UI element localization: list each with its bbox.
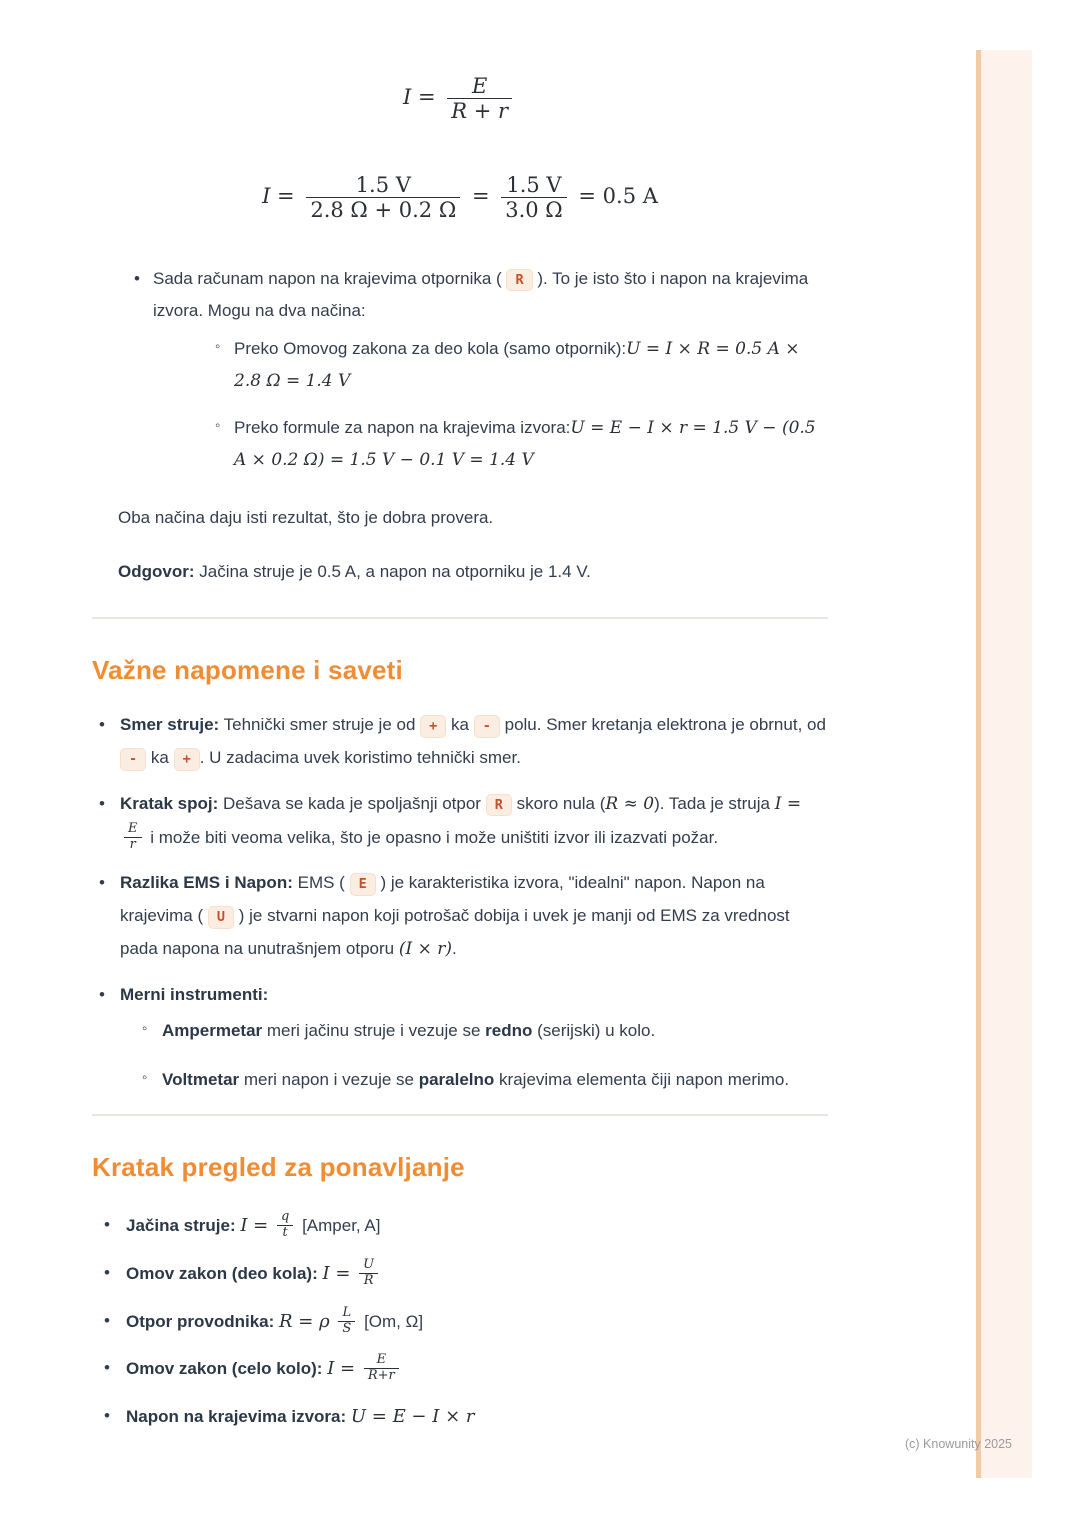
review-item-omov-celo-kolo [92, 1350, 828, 1388]
instruments-sub-list [120, 1015, 828, 1096]
sub-list-item-voltmetar [120, 1064, 828, 1096]
section-divider [92, 617, 828, 619]
inline-code-badge-plus: + [174, 748, 200, 771]
inline-code-badge-plus: + [420, 715, 446, 738]
text: ) je stvarni napon koji potrošač dobija i uvek je manji od EMS za vrednost pada napona na unutrašnjem otporu [120, 905, 790, 959]
answer-paragraph [118, 556, 828, 587]
review-item-omov-deo-kola [92, 1255, 828, 1293]
formula-lhs: I = [262, 184, 295, 209]
text: meri napon i vezuje se [243, 1069, 414, 1089]
fraction: $\frac{U}{R}$ [359, 1258, 378, 1289]
section-heading-review: Kratak pregled za ponavljanje [92, 1151, 465, 1182]
term: redno [485, 1021, 533, 1041]
text: . U zadacima uvek koristimo tehnički smer. [199, 748, 521, 768]
review-item-jacina-struje [92, 1207, 828, 1245]
fraction: $\frac{1.5 V}{3.0 \Omega}$ [501, 173, 566, 222]
list-item-merni-instrumenti [92, 978, 828, 1096]
text: Dešava se kada je spoljašnji otpor [222, 793, 481, 813]
item-label: Jačina struje: [126, 1215, 236, 1235]
section-heading-notes: Važne napomene i saveti [92, 655, 403, 686]
answer-text: Jačina struje je 0.5 A, a napon na otporniku je 1.4 V. [199, 561, 591, 581]
text: Tehnički smer struje je od [223, 715, 416, 735]
text: Sada računam napon na krajevima otpornika ( [153, 268, 502, 288]
sub-list-item [153, 412, 828, 477]
answer-label: Odgovor: [118, 561, 195, 581]
list-item-razlika-ems-napon [92, 866, 828, 966]
fraction: $\frac{L}{S}$ [338, 1306, 355, 1337]
equals-sign: = [471, 184, 490, 209]
formula-ohm-full-circuit [92, 74, 828, 123]
text: krajevima elementa čiji napon merimo. [499, 1069, 790, 1089]
inline-equation: U = E − I × r = 1.5 V − (0.5 A × 0.2 Ω) = 1.5 V − 0.1 V = 1.4 V [234, 417, 816, 471]
solution-section [92, 263, 828, 588]
inline-equation: U = I × R = 0.5 A × 2.8 Ω = 1.4 V [234, 339, 800, 392]
text: ). To je isto što i napon na krajevima izvora. Mogu na dva načina: [153, 268, 809, 320]
inline-code-badge-r: R [506, 269, 532, 292]
item-label: Smer struje: [120, 715, 220, 735]
fraction: $\frac{q}{t}$ [277, 1210, 293, 1241]
text: polu. Smer kretanja elektrona je obrnut, od [504, 715, 826, 735]
inline-equation: R ≈ 0 [605, 793, 655, 814]
inline-code-badge-r: R [486, 794, 512, 817]
item-label: Otpor provodnika: [126, 1311, 275, 1331]
list-item [92, 263, 828, 477]
review-item-otpor-provodnika [92, 1303, 828, 1341]
term: Ampermetar [162, 1021, 263, 1041]
list-item-kratak-spoj [92, 787, 828, 854]
text: (serijski) u kolo. [537, 1021, 656, 1041]
inline-equation: R = ρ [279, 1310, 330, 1332]
item-label: Merni instrumenti: [120, 985, 269, 1005]
section-divider [92, 1114, 828, 1116]
item-label: Razlika EMS i Napon: [120, 872, 293, 892]
inline-code-badge-minus: - [120, 748, 146, 771]
inline-equation: I = [327, 1358, 356, 1380]
fraction: $\frac{E}{R + r}$ [447, 74, 512, 123]
review-list [92, 1207, 828, 1436]
inline-code-badge-u: U [208, 906, 234, 929]
notes-list [92, 708, 828, 1096]
solution-list [92, 263, 828, 477]
list-item-smer-struje [92, 708, 828, 774]
text: meri jačinu struje i vezuje se [266, 1021, 481, 1041]
text: ) je karakteristika izvora, "idealni" napon. Napon na krajevima ( [120, 872, 765, 925]
unit-label: [Amper, A] [302, 1215, 381, 1235]
solution-sub-list [153, 333, 828, 476]
sub-list-item [153, 333, 828, 398]
formula-result: = 0.5 A [578, 184, 658, 209]
text: ka [451, 715, 470, 735]
paragraph-check: Oba načina daju isti rezultat, što je dobra provera. [118, 508, 494, 528]
item-label: Napon na krajevima izvora: [126, 1407, 347, 1427]
review-item-napon-izvora [92, 1398, 828, 1436]
inline-equation: (I × r) [398, 939, 453, 960]
text: . [452, 939, 457, 959]
formula-current-calculation [92, 173, 828, 222]
fraction: $\frac{E}{r}$ [124, 822, 142, 853]
text: Preko Omovog zakona za deo kola (samo otpornik): [234, 339, 627, 359]
text: i može biti veoma velika, što je opasno i može uništiti izvor ili izazvati požar. [150, 827, 719, 847]
inline-equation: U = E − I × r [350, 1406, 475, 1428]
term: Voltmetar [162, 1069, 240, 1089]
sub-list-item-ampermetar [120, 1015, 828, 1047]
item-label: Omov zakon (celo kolo): [126, 1359, 323, 1379]
inline-code-badge-e: E [350, 873, 376, 896]
text: ka [150, 748, 169, 768]
unit-label: [Om, Ω] [364, 1311, 424, 1331]
inline-equation: I = [240, 1214, 269, 1236]
text: EMS ( [297, 872, 345, 892]
inline-equation: I = [774, 793, 802, 814]
document-page [92, 0, 828, 1446]
text: Preko formule za napon na krajevima izvora: [234, 417, 571, 437]
item-label: Kratak spoj: [120, 793, 219, 813]
footer-copyright: (c) Knowunity 2025 [905, 1437, 1013, 1451]
inline-code-badge-minus: - [474, 715, 500, 738]
sidebar-accent-strip [976, 50, 1032, 1478]
inline-equation: I = [322, 1262, 351, 1284]
fraction: $\frac{1.5 V}{2.8 \Omega + 0.2 \Omega}$ [306, 173, 460, 222]
text: skoro nula ( [516, 793, 606, 813]
term: paralelno [418, 1069, 495, 1089]
item-label: Omov zakon (deo kola): [126, 1263, 318, 1283]
fraction: $\frac{E}{R+r}$ [364, 1353, 399, 1384]
formula-lhs: I = [402, 85, 436, 110]
text: ). Tada je struja [654, 793, 770, 813]
